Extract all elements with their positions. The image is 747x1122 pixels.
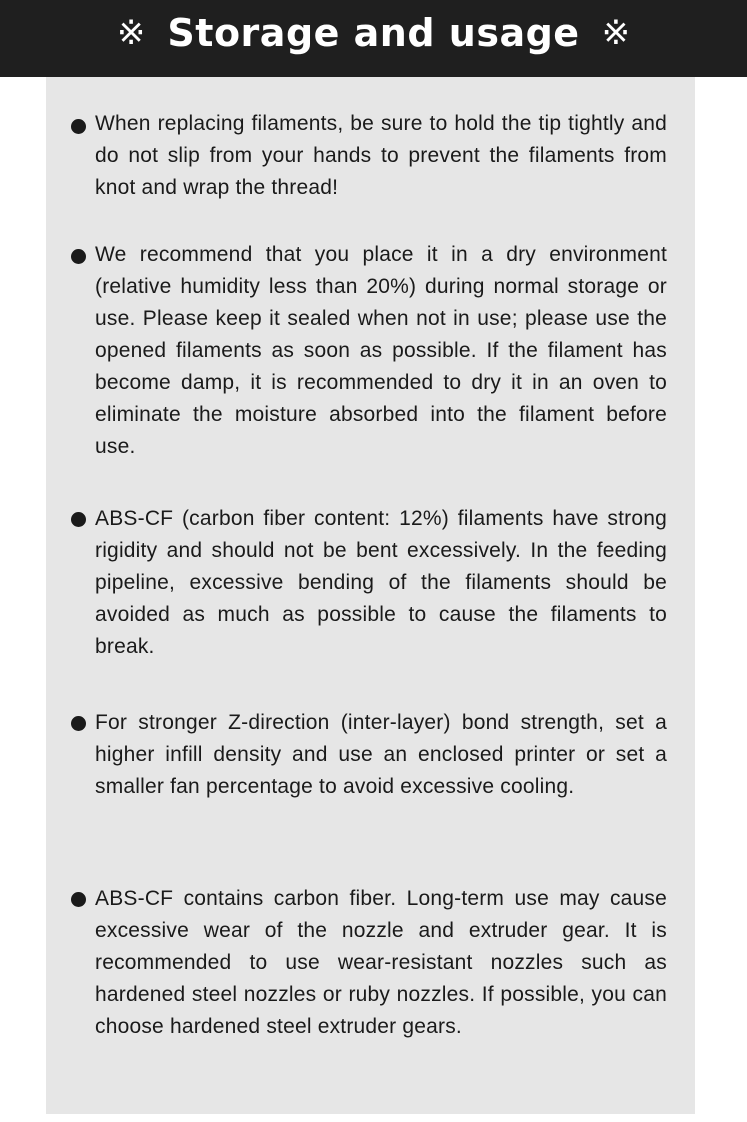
list-item-rigidity: ABS-CF (carbon fiber content: 12%) filaments have strong rigidity and should not be bent excessively. In the feeding pipeline, excessive bending of the filaments should be avoided as much as possible to cause the filaments to break. xyxy=(95,507,667,658)
page-title: Storage and usage xyxy=(167,10,580,55)
bullet-dot-icon xyxy=(71,119,86,134)
bullet-dot-icon xyxy=(71,249,86,264)
reference-mark-icon-left: ※ xyxy=(116,12,146,53)
bullet-dot-icon xyxy=(71,512,86,527)
content-panel xyxy=(46,77,695,1114)
reference-mark-icon-right: ※ xyxy=(601,12,631,53)
header-bar xyxy=(0,0,747,77)
bullet-dot-icon xyxy=(71,716,86,731)
list-item-bond-strength: For stronger Z-direction (inter-layer) bond strength, set a higher infill density and use an enclosed printer or set a smaller fan percentage to avoid excessive cooling. xyxy=(95,711,667,798)
list-item-dry-storage: We recommend that you place it in a dry environment (relative humidity less than 20%) during normal storage or use. Please keep it sealed when not in use; please use the opened filaments as soon as possible. If the filament has become damp, it is recommended to dry it in an oven to eliminate the moisture absorbed into the filament before use. xyxy=(95,243,667,458)
list-item-nozzle-wear: ABS-CF contains carbon fiber. Long-term use may cause excessive wear of the nozzle and extruder gear. It is recommended to use wear-resistant nozzles such as hardened steel nozzles or ruby nozzles. If possible, you can choose hardened steel extruder gears. xyxy=(95,887,667,1038)
bullet-dot-icon xyxy=(71,892,86,907)
list-item-filament-handling: When replacing filaments, be sure to hold the tip tightly and do not slip from your hands to prevent the filaments from knot and wrap the thread! xyxy=(95,112,667,199)
header-title-group xyxy=(116,10,631,55)
